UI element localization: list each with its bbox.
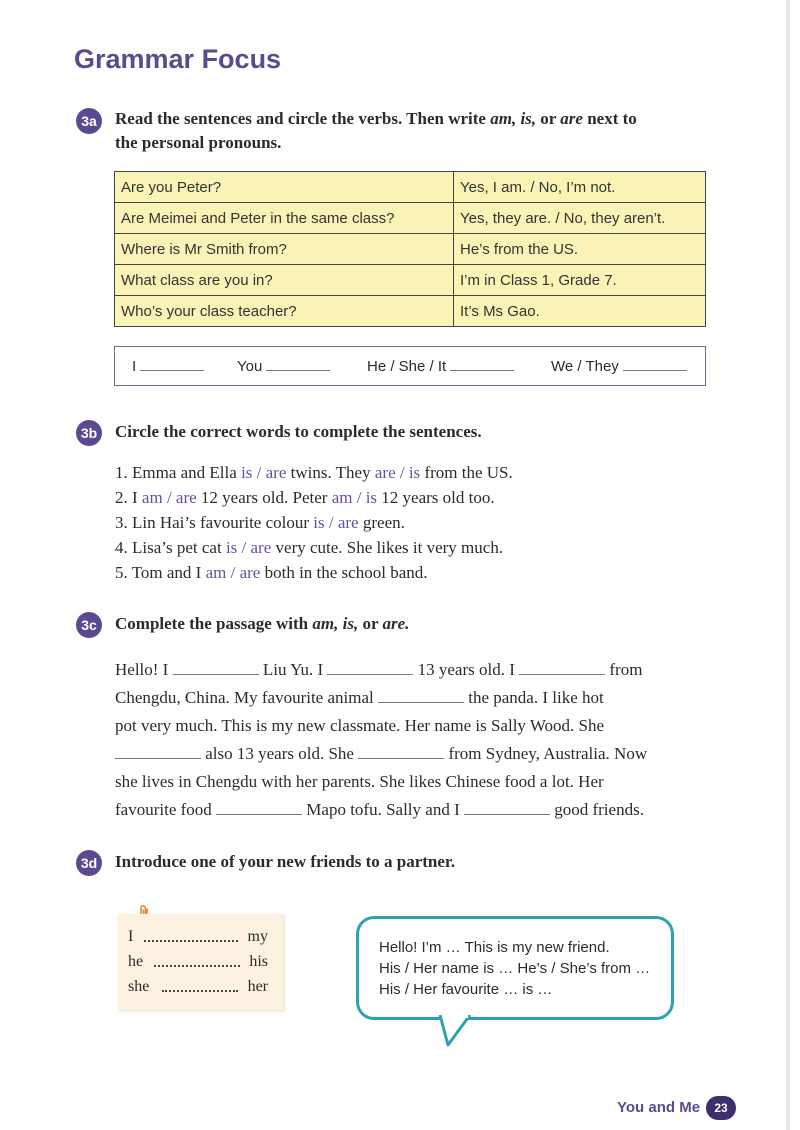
answer-blank[interactable] [623, 358, 687, 371]
bubble-line: Hello! I’m … This is my new friend. [379, 939, 610, 956]
list-item: 1. Emma and Ella is / are twins. They are / is from the US. [115, 463, 513, 482]
passage-blank[interactable] [327, 659, 413, 675]
pronoun-pair: he his [128, 953, 268, 970]
word-choice[interactable]: am / is [331, 488, 378, 507]
section-3d-instruction: Introduce one of your new friends to a partner. [115, 852, 456, 871]
passage-blank[interactable] [358, 743, 444, 759]
question-cell: Where is Mr Smith from? [115, 234, 454, 265]
section-3a-badge: 3a [76, 108, 102, 134]
passage-blank[interactable] [464, 799, 550, 815]
pronoun-you: You [237, 358, 330, 375]
question-cell: Are Meimei and Peter in the same class? [115, 203, 454, 234]
answer-blank[interactable] [266, 358, 330, 371]
section-3a-instruction: Read the sentences and circle the verbs. Then write am, is, or are next to the personal pronouns. [115, 109, 637, 152]
word-choice[interactable]: is / are [241, 463, 287, 482]
passage-blank[interactable] [519, 659, 605, 675]
answer-blank[interactable] [140, 358, 204, 371]
section-3c-instruction: Complete the passage with am, is, or are. [115, 614, 410, 633]
pronoun-pair: she her [128, 978, 268, 995]
pronoun-pair: I my [128, 928, 268, 945]
bubble-line: His / Her favourite … is … [379, 981, 553, 998]
sentence-list [115, 460, 513, 585]
table-row [115, 234, 706, 265]
word-choice[interactable]: is / are [313, 513, 359, 532]
question-cell: Who’s your class teacher? [115, 296, 454, 327]
passage-blank[interactable] [173, 659, 259, 675]
list-item: 2. I am / are 12 years old. Peter am / is 12 years old too. [115, 488, 495, 507]
pronoun-blanks-box [114, 346, 706, 386]
section-3d-badge: 3d [76, 850, 102, 876]
page-edge [786, 0, 790, 1130]
question-cell: What class are you in? [115, 265, 454, 296]
bubble-line: His / Her name is … He’s / She’s from … [379, 960, 651, 977]
section-3b-instruction: Circle the correct words to complete the sentences. [115, 422, 482, 441]
answer-cell: Yes, they are. / No, they aren’t. [454, 203, 706, 234]
passage: Hello! I Liu Yu. I 13 years old. I from Chengdu, China. My favourite animal the panda. I like hot pot very much. This is my new classmate. Her name is Sally Wood. She also 13 years old. She from Sydney, Australia. Now she lives in Chengdu with her parents. She likes Chinese food a lot. Her favourite food Mapo tofu. Sally and I good friends. [115, 660, 648, 819]
answer-cell: It’s Ms Gao. [454, 296, 706, 327]
page-title: Grammar Focus [74, 44, 282, 74]
list-item: 5. Tom and I am / are both in the school band. [115, 563, 428, 582]
answer-blank[interactable] [450, 358, 514, 371]
question-cell: Are you Peter? [115, 172, 454, 203]
page-number: 23 [706, 1096, 736, 1120]
question-answer-table [114, 171, 706, 327]
answer-cell: Yes, I am. / No, I’m not. [454, 172, 706, 203]
answer-cell: I’m in Class 1, Grade 7. [454, 265, 706, 296]
word-choice[interactable]: am / are [141, 488, 197, 507]
passage-blank[interactable] [216, 799, 302, 815]
table-row [115, 172, 706, 203]
word-choice[interactable]: are / is [374, 463, 421, 482]
answer-cell: He’s from the US. [454, 234, 706, 265]
table-row [115, 296, 706, 327]
word-choice[interactable]: is / are [225, 538, 272, 557]
table-row [115, 265, 706, 296]
passage-blank[interactable] [115, 743, 201, 759]
speech-bubble [356, 916, 674, 1020]
word-choice[interactable]: am / are [205, 563, 261, 582]
footer-unit-title: You and Me [617, 1099, 701, 1116]
pronoun-he-she-it: He / She / It [367, 358, 514, 375]
list-item: 4. Lisa’s pet cat is / are very cute. She likes it very much. [115, 538, 504, 557]
section-3c-badge: 3c [76, 612, 102, 638]
table-row [115, 203, 706, 234]
pronoun-note [118, 914, 283, 1010]
pronoun-we-they: We / They [551, 358, 687, 375]
speech-bubble-tail [436, 1015, 476, 1049]
passage-blank[interactable] [378, 687, 464, 703]
pronoun-i: I [132, 358, 204, 375]
list-item: 3. Lin Hai’s favourite colour is / are green. [115, 513, 405, 532]
section-3b-badge: 3b [76, 420, 102, 446]
